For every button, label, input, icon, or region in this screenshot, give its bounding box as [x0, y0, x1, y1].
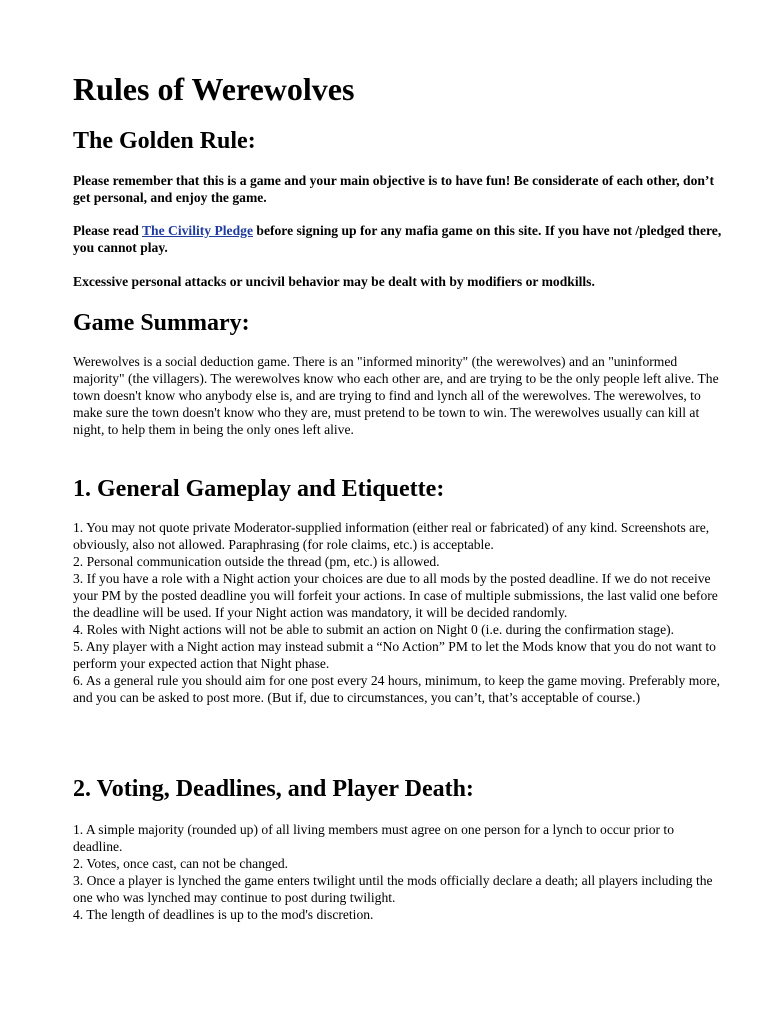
- list-item: 2. Personal communication outside the thread (pm, etc.) is allowed.: [73, 554, 440, 569]
- general-gameplay-list: [73, 519, 723, 706]
- golden-rule-para-1: Please remember that this is a game and your main objective is to have fun! Be considerate of each other, don’t get personal, and enjoy the game.: [73, 173, 714, 205]
- list-item: 3. Once a player is lynched the game enters twilight until the mods officially declare a death; all players including the one who was lynched may continue to post during twilight.: [73, 873, 713, 905]
- golden-rule-heading: The Golden Rule:: [73, 128, 256, 154]
- civility-pledge-link[interactable]: The Civility Pledge: [141, 223, 253, 238]
- list-item: 6. As a general rule you should aim for one post every 24 hours, minimum, to keep the game moving. Preferably more, and you can be asked to post more. (But if, due to circumstances, you can’t, that’s acceptable of course.): [73, 673, 721, 705]
- list-item: 3. If you have a role with a Night action your choices are due to all mods by the posted deadline. If we do not receive your PM by the posted deadline you will forfeit your actions. In case of multiple submissions, the last valid one before the deadline will be used. If your Night action was mandatory, it will be decided randomly.: [73, 571, 718, 620]
- general-gameplay-heading: 1. General Gameplay and Etiquette:: [73, 476, 445, 502]
- para-2-prefix: Please read: [73, 223, 142, 238]
- voting-list: [73, 821, 723, 923]
- list-item: 2. Votes, once cast, can not be changed.: [73, 856, 289, 871]
- page-title: Rules of Werewolves: [73, 71, 355, 107]
- list-item: 5. Any player with a Night action may instead submit a “No Action” PM to let the Mods know that you do not want to perform your expected action that Night phase.: [73, 639, 716, 671]
- voting-heading: 2. Voting, Deadlines, and Player Death:: [73, 776, 474, 802]
- game-summary-heading: Game Summary:: [73, 310, 250, 336]
- list-item: 1. A simple majority (rounded up) of all living members must agree on one person for a lynch to occur prior to deadline.: [73, 822, 675, 854]
- golden-rule-para-2: [73, 222, 723, 256]
- list-item: 1. You may not quote private Moderator-supplied information (either real or fabricated) of any kind. Screenshots are, obviously, also not allowed. Paraphrasing (for role claims, etc.) is acceptable.: [73, 520, 710, 552]
- game-summary-text: Werewolves is a social deduction game. There is an "informed minority" (the werewolves) and an "uninformed majority" (the villagers). The werewolves know who each other are, and are trying to be the only people left alive. The town doesn't know who anybody else is, and are trying to find and lynch all of the werewolves. The werewolves, to make sure the town doesn't know who they are, must pretend to be town to win. The werewolves usually can kill at night, to help them in being the only ones left alive.: [73, 354, 719, 437]
- list-item: 4. Roles with Night actions will not be able to submit an action on Night 0 (i.e. during the confirmation stage).: [73, 622, 675, 637]
- list-item: 4. The length of deadlines is up to the mod's discretion.: [73, 907, 374, 922]
- para-2-suffix: before signing up for any mafia game on this site. If you have not /pledged there, you cannot play.: [73, 223, 722, 255]
- golden-rule-para-3: Excessive personal attacks or uncivil behavior may be dealt with by modifiers or modkills.: [73, 274, 595, 289]
